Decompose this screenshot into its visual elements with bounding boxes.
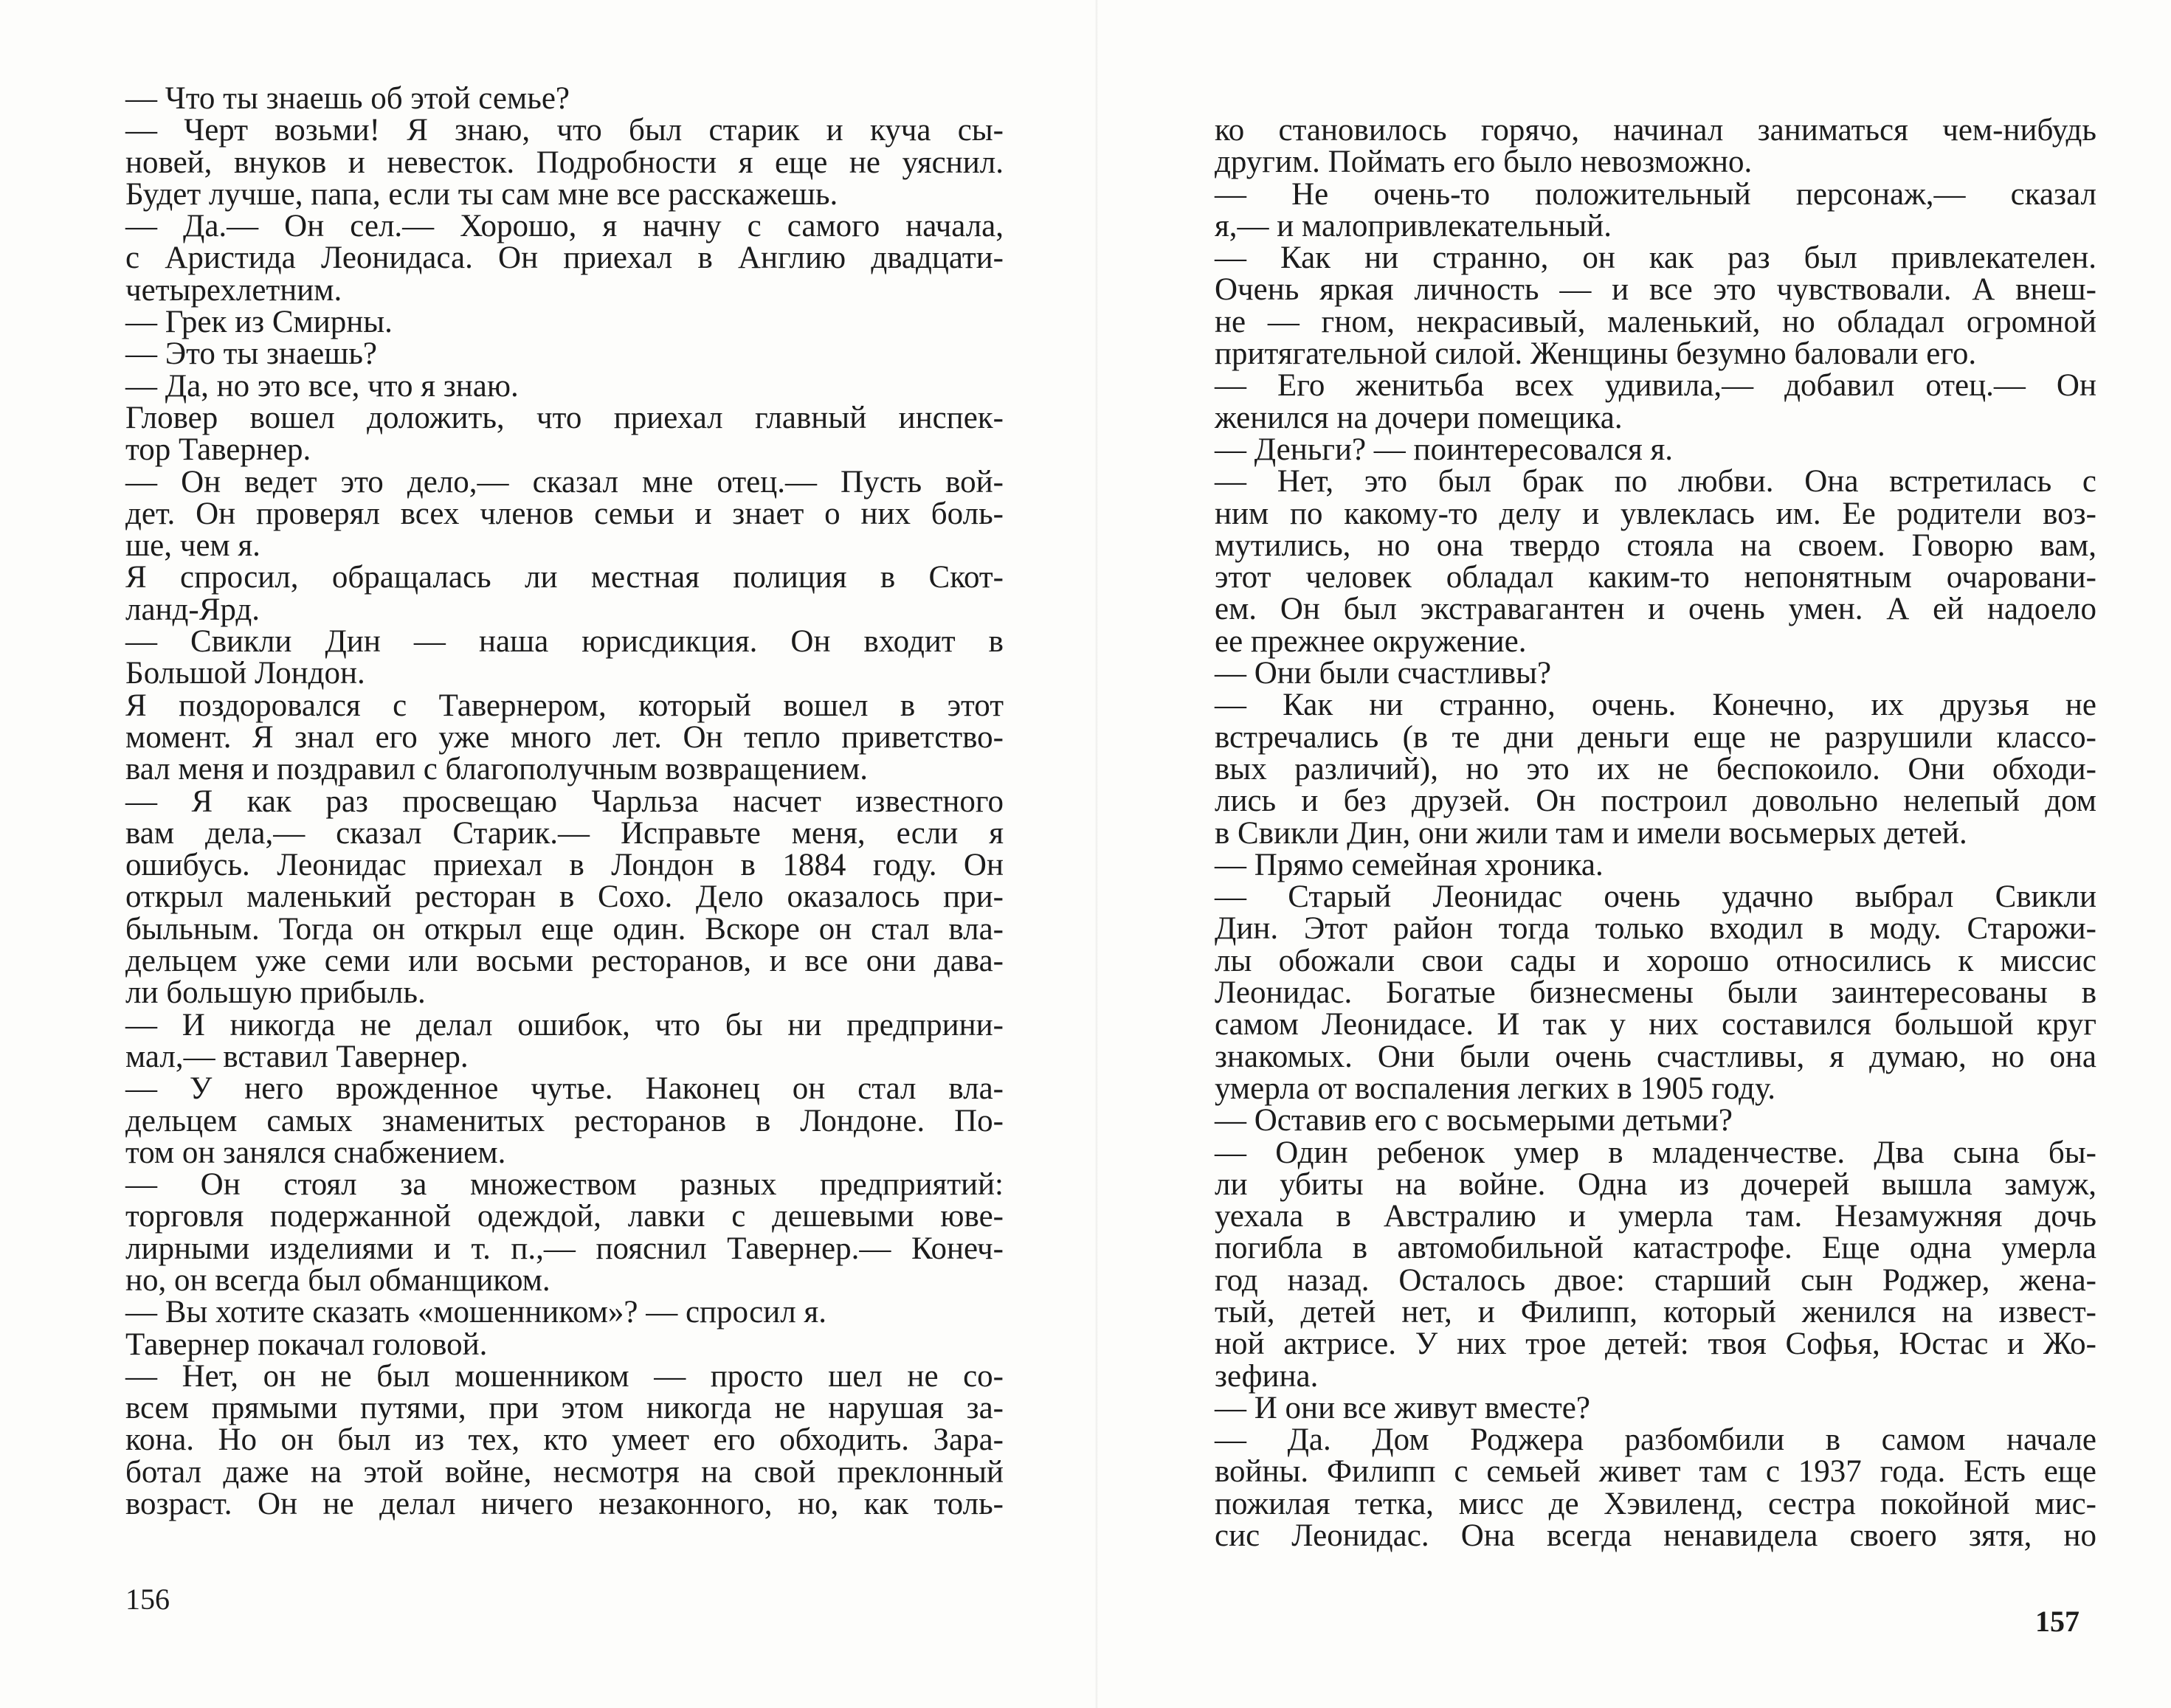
text-line: — Вы хотите сказать «мошенником»? — спросил я. bbox=[125, 1295, 826, 1330]
text-line: — Черт возьми! Я знаю, что был старик и куча сы- bbox=[125, 113, 1004, 148]
text-line: — Не очень-то положительный персонаж,— сказал bbox=[1215, 176, 2096, 212]
text-line: Я спросил, обращалась ли местная полиция в Скот- bbox=[125, 560, 1004, 595]
text-line: — Он стоял за множеством разных предприятий: bbox=[125, 1167, 1004, 1203]
text-line: ной актрисе. У них трое детей: твоя Софья, Юстас и Жо- bbox=[1215, 1327, 2096, 1362]
text-line: — Его женитьба всех удивила,— добавил отец.— Он bbox=[1215, 368, 2096, 404]
text-line: момент. Я знал его уже много лет. Он тепло приветство- bbox=[125, 719, 1004, 755]
text-line: — Да, но это все, что я знаю. bbox=[125, 368, 519, 404]
text-line: — Грек из Смирны. bbox=[125, 305, 393, 340]
text-line: — Один ребенок умер в младенчестве. Два сына бы- bbox=[1215, 1135, 2096, 1170]
text-line: другим. Поймать его было невозможно. bbox=[1215, 145, 1753, 180]
text-line: — Да. Дом Роджера разбомбили в самом начале bbox=[1215, 1422, 2096, 1458]
text-line: войны. Филипп с семьей живет там с 1937 года. Есть еще bbox=[1215, 1454, 2096, 1490]
text-line: — И никогда не делал ошибок, что бы ни предприни- bbox=[125, 1007, 1004, 1043]
text-line: зефина. bbox=[1215, 1358, 1319, 1394]
left-page-text bbox=[125, 83, 1004, 1520]
text-line: — Они были счастливы? bbox=[1215, 656, 1552, 691]
text-line: ошибусь. Леонидас приехал в Лондон в 1884 году. Он bbox=[125, 848, 1004, 883]
text-line: лирными изделиями и т. п.,— пояснил Тавернер.— Конеч- bbox=[125, 1231, 1004, 1266]
text-line: знакомых. Они были очень счастливы, я думаю, но она bbox=[1215, 1039, 2096, 1074]
text-line: этот человек обладал каким-то непонятным очаровани- bbox=[1215, 560, 2096, 595]
text-line: быльным. Тогда он открыл еще один. Вскоре он стал вла- bbox=[125, 911, 1004, 947]
text-line: ним по какому-то делу и увлеклась им. Ее родители воз- bbox=[1215, 496, 2096, 531]
text-line: пожилая тетка, мисс де Хэвиленд, сестра покойной мис- bbox=[1215, 1486, 2096, 1521]
text-line: ботал даже на этой войне, несмотря на свой преклонный bbox=[125, 1454, 1004, 1490]
text-line: притягательной силой. Женщины безумно баловали его. bbox=[1215, 336, 1977, 372]
text-line: Большой Лондон. bbox=[125, 656, 365, 691]
right-page bbox=[1086, 0, 2171, 1708]
text-line: вал меня и поздравил с благополучным возвращением. bbox=[125, 752, 869, 787]
text-line: лы обожали свои сады и хорошо относились к миссис bbox=[1215, 943, 2096, 978]
text-line: дельцем самых знаменитых ресторанов в Лондоне. По- bbox=[125, 1103, 1004, 1138]
text-line: ли большую прибыль. bbox=[125, 975, 426, 1011]
text-line: кона. Но он был из тех, кто умеет его обходить. Зара- bbox=[125, 1422, 1004, 1458]
text-line: тый, детей нет, и Филипп, который женился на извест- bbox=[1215, 1294, 2096, 1330]
text-line: — Что ты знаешь об этой семье? bbox=[125, 81, 570, 116]
text-line: лись и без друзей. Он построил довольно нелепый дом bbox=[1215, 784, 2096, 819]
text-line: ланд-Ярд. bbox=[125, 592, 260, 627]
text-line: — Да.— Он сел.— Хорошо, я начну с самого начала, bbox=[125, 209, 1004, 244]
text-line: — Оставив его с восьмерыми детьми? bbox=[1215, 1103, 1733, 1138]
text-line: я,— и малопривлекательный. bbox=[1215, 208, 1612, 243]
text-line: — Он ведет это дело,— сказал мне отец.— Пусть вой- bbox=[125, 464, 1004, 499]
text-line: умерла от воспаления легких в 1905 году. bbox=[1215, 1071, 1775, 1106]
text-line: — Как ни странно, очень. Конечно, их друзья не bbox=[1215, 688, 2096, 723]
text-line: но, он всегда был обманщиком. bbox=[125, 1262, 550, 1298]
text-line: — Деньги? — поинтересовался я. bbox=[1215, 432, 1674, 467]
text-line: женился на дочери помещика. bbox=[1215, 400, 1623, 435]
text-line: Леонидас. Богатые бизнесмены были заинтересованы в bbox=[1215, 975, 2096, 1011]
text-line: самом Леонидасе. И так у них составился большой круг bbox=[1215, 1007, 2096, 1043]
text-line: ем. Он был экстравагантен и очень умен. А ей надоело bbox=[1215, 592, 2096, 627]
text-line: возраст. Он не делал ничего незаконного, но, как толь- bbox=[125, 1487, 1004, 1522]
page-number-right: 157 bbox=[2035, 1605, 2079, 1638]
text-line: — Это ты знаешь? bbox=[125, 336, 378, 372]
text-line: дельцем уже семи или восьми ресторанов, и все они дава- bbox=[125, 944, 1004, 979]
text-line: мутились, но она твердо стояла на своем. Говорю вам, bbox=[1215, 528, 2096, 563]
text-line: Дин. Этот район тогда только входил в моду. Старожи- bbox=[1215, 911, 2096, 947]
text-line: сис Леонидас. Она всегда ненавидела своего зятя, но bbox=[1215, 1518, 2096, 1554]
text-line: Гловер вошел доложить, что приехал главный инспек- bbox=[125, 400, 1004, 435]
text-line: тор Тавернер. bbox=[125, 432, 311, 468]
text-line: открыл маленький ресторан в Сохо. Дело оказалось при- bbox=[125, 879, 1004, 915]
text-line: вам дела,— сказал Старик.— Исправьте меня, если я bbox=[125, 815, 1004, 851]
text-line: ко становилось горячо, начинал заниматься чем-нибудь bbox=[1215, 113, 2096, 148]
text-line: погибла в автомобильной катастрофе. Еще одна умерла bbox=[1215, 1231, 2096, 1266]
text-line: — Нет, он не был мошенником — просто шел не со- bbox=[125, 1358, 1004, 1394]
text-line: новей, внуков и невесток. Подробности я еще не уяснил. bbox=[125, 145, 1004, 180]
text-line: торговля подержанной одеждой, лавки с дешевыми юве- bbox=[125, 1199, 1004, 1234]
text-line: — У него врожденное чутье. Наконец он стал вла- bbox=[125, 1071, 1004, 1107]
text-line: ее прежнее окружение. bbox=[1215, 623, 1527, 659]
text-line: — И они все живут вместе? bbox=[1215, 1390, 1590, 1425]
text-line: Тавернер покачал головой. bbox=[125, 1327, 488, 1362]
text-line: четырехлетним. bbox=[125, 272, 342, 308]
text-line: встречались (в те дни деньги еще не разрушили классо- bbox=[1215, 719, 2096, 755]
text-line: вых различий), но это их не беспокоило. Они обходи- bbox=[1215, 751, 2096, 786]
text-line: ли убиты на войне. Одна из дочерей вышла замуж, bbox=[1215, 1166, 2096, 1202]
text-line: — Свикли Дин — наша юрисдикция. Он входит в bbox=[125, 624, 1004, 660]
text-line: — Как ни странно, он как раз был привлекателен. bbox=[1215, 241, 2096, 276]
text-line: дет. Он проверял всех членов семьи и знает о них боль- bbox=[125, 496, 1004, 531]
right-page-text bbox=[1215, 114, 2096, 1552]
text-line: — Прямо семейная хроника. bbox=[1215, 847, 1604, 882]
text-line: мал,— вставил Тавернер. bbox=[125, 1039, 469, 1074]
text-line: всем прямыми путями, при этом никогда не нарушая за- bbox=[125, 1391, 1004, 1426]
page-number-left: 156 bbox=[125, 1583, 170, 1616]
text-line: том он занялся снабжением. bbox=[125, 1135, 506, 1170]
text-line: с Аристида Леонидаса. Он приехал в Англию двадцати- bbox=[125, 241, 1004, 276]
text-line: не — гном, некрасивый, маленький, но обладал огромной bbox=[1215, 304, 2096, 339]
text-line: Будет лучше, папа, если ты сам мне все расскажешь. bbox=[125, 176, 838, 212]
text-line: ше, чем я. bbox=[125, 528, 260, 564]
text-line: Очень яркая личность — и все это чувствовали. А внеш- bbox=[1215, 272, 2096, 308]
text-line: год назад. Осталось двое: старший сын Роджер, жена- bbox=[1215, 1262, 2096, 1298]
text-line: — Я как раз просвещаю Чарльза насчет известного bbox=[125, 784, 1004, 819]
text-line: — Старый Леонидас очень удачно выбрал Свикли bbox=[1215, 879, 2096, 915]
text-line: Я поздоровался с Тавернером, который вошел в этот bbox=[125, 688, 1004, 723]
text-line: — Нет, это был брак по любви. Она встретилась с bbox=[1215, 464, 2096, 499]
text-line: уехала в Австралию и умерла там. Незамужняя дочь bbox=[1215, 1199, 2096, 1234]
text-line: в Свикли Дин, они жили там и имели восьмерых детей. bbox=[1215, 815, 1967, 851]
